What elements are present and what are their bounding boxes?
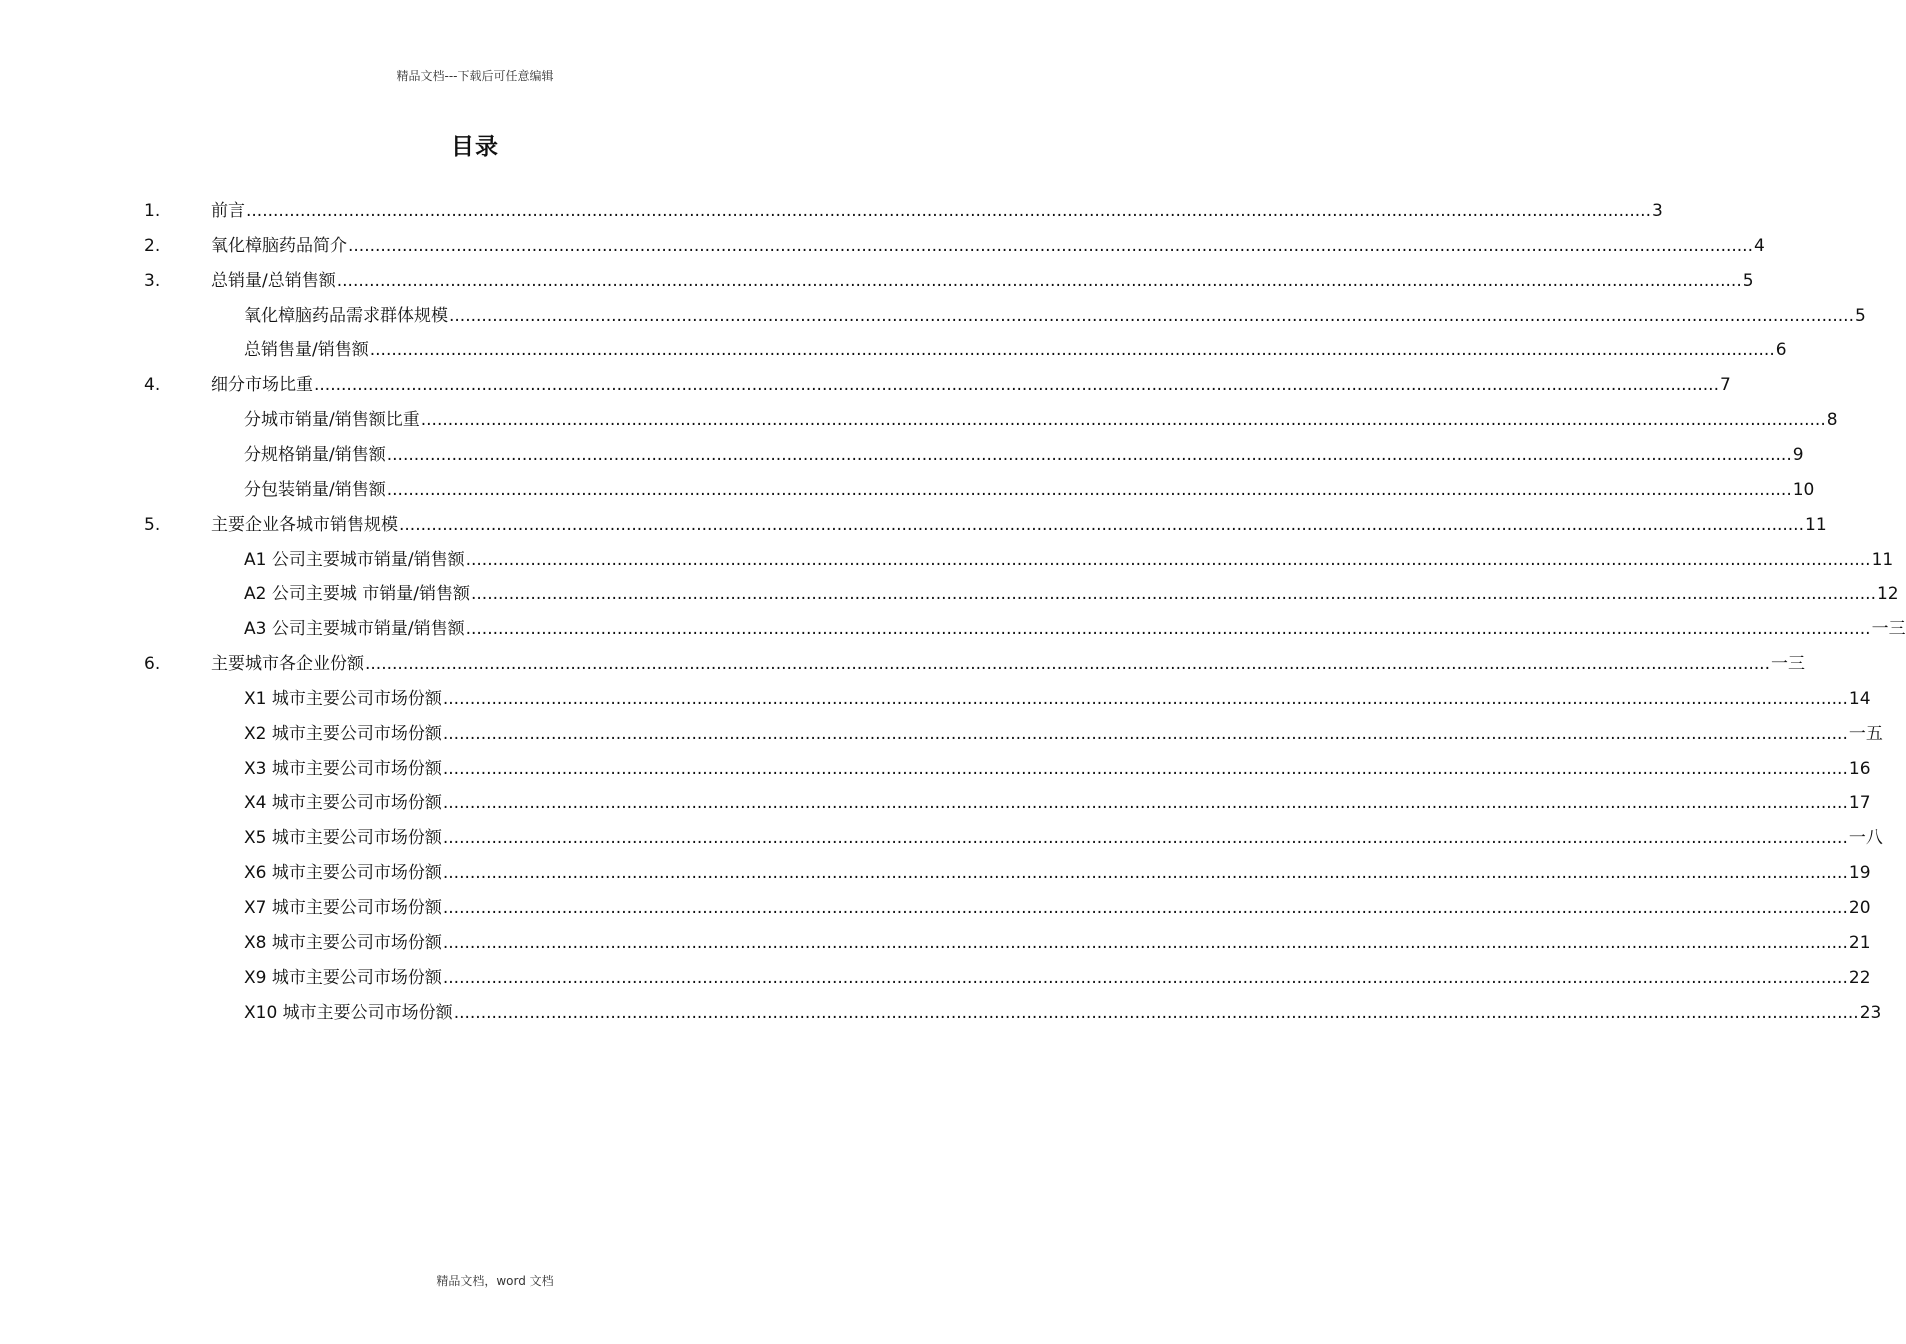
page-header: 精品文档---下载后可任意编辑 <box>396 69 554 83</box>
toc-entry[interactable] <box>0 440 1804 470</box>
toc-entry-label: A1 公司主要城市销量/销售额 <box>244 549 465 570</box>
toc-entry-line <box>244 754 1871 784</box>
toc-dot-leader: .................................................................................................................................................................................................................................................................... <box>369 340 1775 361</box>
toc-entry-page: 20 <box>1848 898 1871 918</box>
toc-entry-label: 前言 <box>211 201 245 221</box>
toc-entry-label: 分规格销量/销售额 <box>244 444 386 465</box>
toc-entry-page: 21 <box>1848 932 1871 953</box>
toc-entry-number: 6. <box>144 654 161 675</box>
toc-dot-leader: .................................................................................................................................................................................................................................................................... <box>442 688 1848 709</box>
toc-entry-page: 7 <box>1720 375 1731 396</box>
toc-entry-line <box>244 928 1871 958</box>
toc-entry-number: 5. <box>144 514 161 535</box>
toc-entry[interactable] <box>0 823 1883 853</box>
toc-entry-line <box>244 579 1899 609</box>
toc-entry-line <box>244 719 1883 749</box>
toc-entry-page: 23 <box>1859 1002 1882 1023</box>
toc-entry[interactable] <box>0 963 1871 993</box>
toc-entry-label: X2 城市主要公司市场份额 <box>244 723 442 744</box>
toc-dot-leader: .................................................................................................................................................................................................................................................................... <box>465 619 1871 640</box>
toc-entry[interactable] <box>0 858 1871 888</box>
toc-entry-label: X9 城市主要公司市场份额 <box>244 967 442 988</box>
toc-dot-leader: .................................................................................................................................................................................................................................................................... <box>449 305 1854 326</box>
toc-entry[interactable] <box>0 719 1883 749</box>
toc-entry-line <box>244 301 1866 331</box>
toc-dot-leader: .................................................................................................................................................................................................................................................................... <box>442 932 1848 953</box>
toc-entry-number: 2. <box>144 235 161 256</box>
toc-entry-label: A2 公司主要城 市销量/销售额 <box>244 584 470 605</box>
toc-dot-leader: .................................................................................................................................................................................................................................................................... <box>246 201 1651 221</box>
page-title: 目录 <box>451 134 499 160</box>
toc-dot-leader: .................................................................................................................................................................................................................................................................... <box>386 444 1792 465</box>
toc-entry-line <box>244 998 1882 1028</box>
toc-entry[interactable] <box>0 998 1882 1028</box>
toc-entry-number: 1. <box>144 201 161 221</box>
toc-entry-line <box>244 475 1815 505</box>
toc-entry-label: 总销售量/销售额 <box>244 340 369 361</box>
toc-entry-line <box>244 788 1871 818</box>
toc-entry[interactable] <box>0 614 1906 644</box>
toc-entry-line <box>244 335 1787 365</box>
toc-entry-page: 一五 <box>1848 723 1883 744</box>
toc-entry-page: 22 <box>1848 967 1871 988</box>
toc-entry-page: 19 <box>1848 863 1871 884</box>
toc-entry-label: 总销量/总销售额 <box>211 270 336 291</box>
toc-entry[interactable] <box>0 510 1827 540</box>
toc-entry-page: 5 <box>1855 305 1866 326</box>
toc-entry-line <box>211 196 1663 226</box>
toc-entry-line <box>244 440 1804 470</box>
toc-entry-page: 5 <box>1742 270 1754 291</box>
toc-entry[interactable] <box>0 405 1838 435</box>
toc-dot-leader: .................................................................................................................................................................................................................................................................... <box>386 479 1792 500</box>
toc-entry-label: A3 公司主要城市销量/销售额 <box>244 619 465 640</box>
toc-entry-line <box>211 510 1827 540</box>
toc-entry-line <box>244 963 1871 993</box>
toc-entry-page: 一三 <box>1871 619 1906 640</box>
toc-entry[interactable] <box>0 335 1787 365</box>
toc-entry-page: 10 <box>1792 479 1815 500</box>
toc-entry-line <box>244 614 1906 644</box>
toc-dot-leader: .................................................................................................................................................................................................................................................................... <box>442 863 1848 884</box>
toc-entry-line <box>244 858 1871 888</box>
toc-entry-label: 细分市场比重 <box>211 375 313 396</box>
toc-dot-leader: .................................................................................................................................................................................................................................................................... <box>365 654 1770 675</box>
toc-dot-leader: .................................................................................................................................................................................................................................................................... <box>442 898 1848 918</box>
toc-entry[interactable] <box>0 301 1866 331</box>
toc-dot-leader: .................................................................................................................................................................................................................................................................... <box>453 1002 1859 1023</box>
toc-entry-page: 16 <box>1848 758 1871 779</box>
toc-dot-leader: .................................................................................................................................................................................................................................................................... <box>442 758 1848 779</box>
toc-entry-page: 8 <box>1826 410 1838 431</box>
toc-entry-line <box>244 893 1871 923</box>
toc-entry-line <box>244 405 1838 435</box>
toc-entry-page: 17 <box>1848 793 1871 814</box>
toc-entry[interactable] <box>0 266 1754 296</box>
toc-entry-label: 氧化樟脑药品需求群体规模 <box>244 305 448 326</box>
toc-entry-line <box>211 649 1805 679</box>
toc-entry[interactable] <box>0 684 1871 714</box>
toc-dot-leader: .................................................................................................................................................................................................................................................................... <box>442 967 1848 988</box>
toc-dot-leader: .................................................................................................................................................................................................................................................................... <box>470 584 1876 605</box>
toc-entry-label: 主要企业各城市销售规模 <box>211 514 398 535</box>
toc-entry-label: X10 城市主要公司市场份额 <box>244 1002 453 1023</box>
toc-entry[interactable] <box>0 893 1871 923</box>
toc-dot-leader: .................................................................................................................................................................................................................................................................... <box>348 235 1753 256</box>
toc-entry-page: 11 <box>1805 514 1827 535</box>
toc-entry-label: 分城市销量/销售额比重 <box>244 410 420 431</box>
toc-entry[interactable] <box>0 545 1894 575</box>
toc-entry-number: 4. <box>144 375 161 396</box>
toc-entry-line <box>244 823 1883 853</box>
toc-entry[interactable] <box>0 649 1805 679</box>
toc-entry-page: 4 <box>1754 235 1765 256</box>
toc-entry-label: X7 城市主要公司市场份额 <box>244 898 442 918</box>
toc-entry-line <box>244 684 1871 714</box>
toc-entry[interactable] <box>0 475 1815 505</box>
toc-entry-page: 14 <box>1848 688 1871 709</box>
toc-entry-label: 分包装销量/销售额 <box>244 479 386 500</box>
toc-dot-leader: .................................................................................................................................................................................................................................................................... <box>420 410 1826 431</box>
toc-entry-label: X8 城市主要公司市场份额 <box>244 932 442 953</box>
toc-entry-page: 9 <box>1792 444 1804 465</box>
toc-dot-leader: .................................................................................................................................................................................................................................................................... <box>442 793 1848 814</box>
toc-entry-label: X1 城市主要公司市场份额 <box>244 688 442 709</box>
toc-entry-number: 3. <box>144 270 161 291</box>
toc-entry-label: X4 城市主要公司市场份额 <box>244 793 442 814</box>
toc-entry[interactable] <box>0 231 1765 261</box>
toc-entry-line <box>211 370 1731 400</box>
toc-entry-label: X3 城市主要公司市场份额 <box>244 758 442 779</box>
toc-dot-leader: .................................................................................................................................................................................................................................................................... <box>336 270 1742 291</box>
toc-entry-line <box>211 266 1754 296</box>
toc-entry[interactable] <box>0 788 1871 818</box>
toc-entry[interactable] <box>0 754 1871 784</box>
page-footer: 精品文档，word 文档 <box>436 1274 554 1288</box>
toc-entry-line <box>211 231 1765 261</box>
toc-entry-label: X6 城市主要公司市场份额 <box>244 863 442 884</box>
toc-entry-page: 12 <box>1876 584 1899 605</box>
toc-entry-label: 氧化樟脑药品简介 <box>211 235 347 256</box>
toc-entry-page: 一三 <box>1771 654 1805 675</box>
toc-entry-page: 一八 <box>1848 828 1883 849</box>
toc-entry-page: 11 <box>1871 549 1894 570</box>
toc-entry[interactable] <box>0 579 1899 609</box>
toc-dot-leader: .................................................................................................................................................................................................................................................................... <box>465 549 1871 570</box>
toc-entry-page: 3 <box>1652 201 1663 221</box>
toc-entry-line <box>244 545 1894 575</box>
toc-entry[interactable] <box>0 370 1731 400</box>
toc-entry[interactable] <box>0 928 1871 958</box>
toc-dot-leader: .................................................................................................................................................................................................................................................................... <box>399 514 1804 535</box>
toc-dot-leader: .................................................................................................................................................................................................................................................................... <box>442 723 1848 744</box>
toc-entry-label: X5 城市主要公司市场份额 <box>244 828 442 849</box>
toc-entry-label: 主要城市各企业份额 <box>211 654 364 675</box>
toc-dot-leader: .................................................................................................................................................................................................................................................................... <box>442 828 1848 849</box>
toc-dot-leader: .................................................................................................................................................................................................................................................................... <box>314 375 1719 396</box>
toc-entry[interactable] <box>0 196 1663 226</box>
toc-entry-page: 6 <box>1775 340 1787 361</box>
